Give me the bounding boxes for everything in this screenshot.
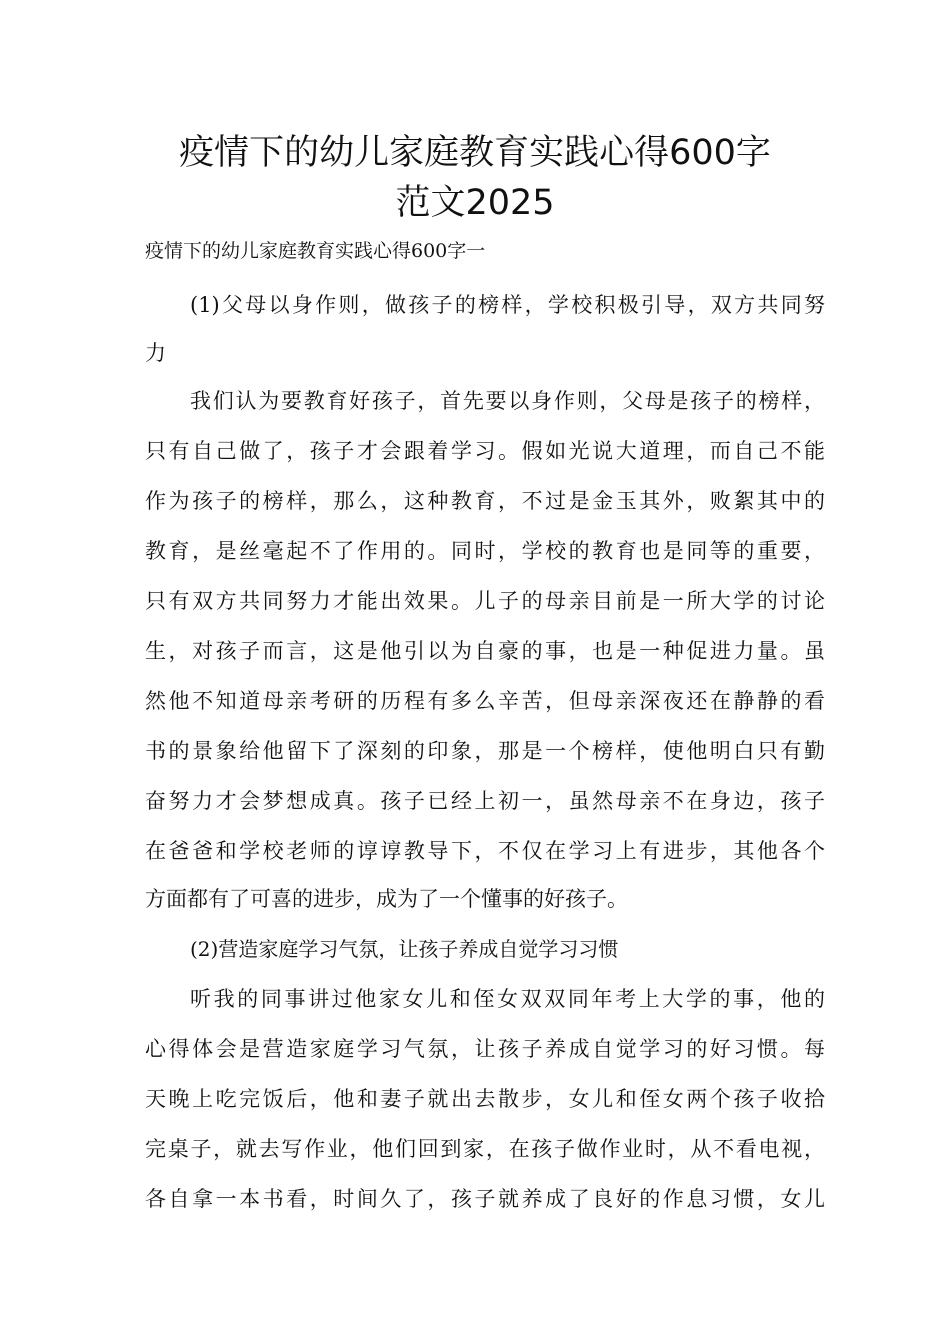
paragraph-1-line: 在爸爸和学校老师的谆谆教导下，不仅在学习上有进步，其他各个: [145, 839, 825, 863]
document-subtitle: 疫情下的幼儿家庭教育实践心得600字一: [145, 240, 486, 262]
paragraph-2-line: 各自拿一本书看，时间久了，孩子就养成了良好的作息习惯，女儿: [145, 1187, 825, 1211]
paragraph-1-line: 只有双方共同努力才能出效果。儿子的母亲目前是一所大学的讨论: [145, 589, 825, 613]
paragraph-1-line: 方面都有了可喜的进步，成为了一个懂事的好孩子。: [145, 887, 628, 911]
paragraph-1-line: 教育，是丝毫起不了作用的。同时，学校的教育也是同等的重要，: [145, 539, 825, 563]
section-2-heading: (2)营造家庭学习气氛，让孩子养成自觉学习习惯: [190, 937, 619, 961]
paragraph-2-line: 完桌子，就去写作业，他们回到家，在孩子做作业时，从不看电视，: [145, 1137, 825, 1161]
section-1-heading-line-1: (1)父母以身作则，做孩子的榜样，学校积极引导，双方共同努: [190, 293, 825, 317]
paragraph-2-line: 天晚上吃完饭后，他和妻子就出去散步，女儿和侄女两个孩子收拾: [145, 1087, 825, 1111]
paragraph-1-line: 然他不知道母亲考研的历程有多么辛苦，但母亲深夜还在静静的看: [145, 689, 825, 713]
paragraph-1-line: 奋努力才会梦想成真。孩子已经上初一，虽然母亲不在身边，孩子: [145, 789, 825, 813]
document-title-line-2: 范文2025: [395, 183, 555, 223]
paragraph-1-line: 我们认为要教育好孩子，首先要以身作则，父母是孩子的榜样，: [190, 389, 825, 413]
document-title-line-1: 疫情下的幼儿家庭教育实践心得600字: [179, 133, 771, 173]
paragraph-1-line: 作为孩子的榜样，那么，这种教育，不过是金玉其外，败絮其中的: [145, 489, 825, 513]
paragraph-1-line: 只有自己做了，孩子才会跟着学习。假如光说大道理，而自己不能: [145, 439, 825, 463]
paragraph-1-line: 书的景象给他留下了深刻的印象，那是一个榜样，使他明白只有勤: [145, 739, 825, 763]
paragraph-2-line: 听我的同事讲过他家女儿和侄女双双同年考上大学的事，他的: [190, 987, 825, 1011]
section-1-heading-line-2: 力: [145, 341, 166, 365]
paragraph-2-line: 心得体会是营造家庭学习气氛，让孩子养成自觉学习的好习惯。每: [145, 1037, 825, 1061]
paragraph-1-line: 生，对孩子而言，这是他引以为自豪的事，也是一种促进力量。虽: [145, 639, 825, 663]
